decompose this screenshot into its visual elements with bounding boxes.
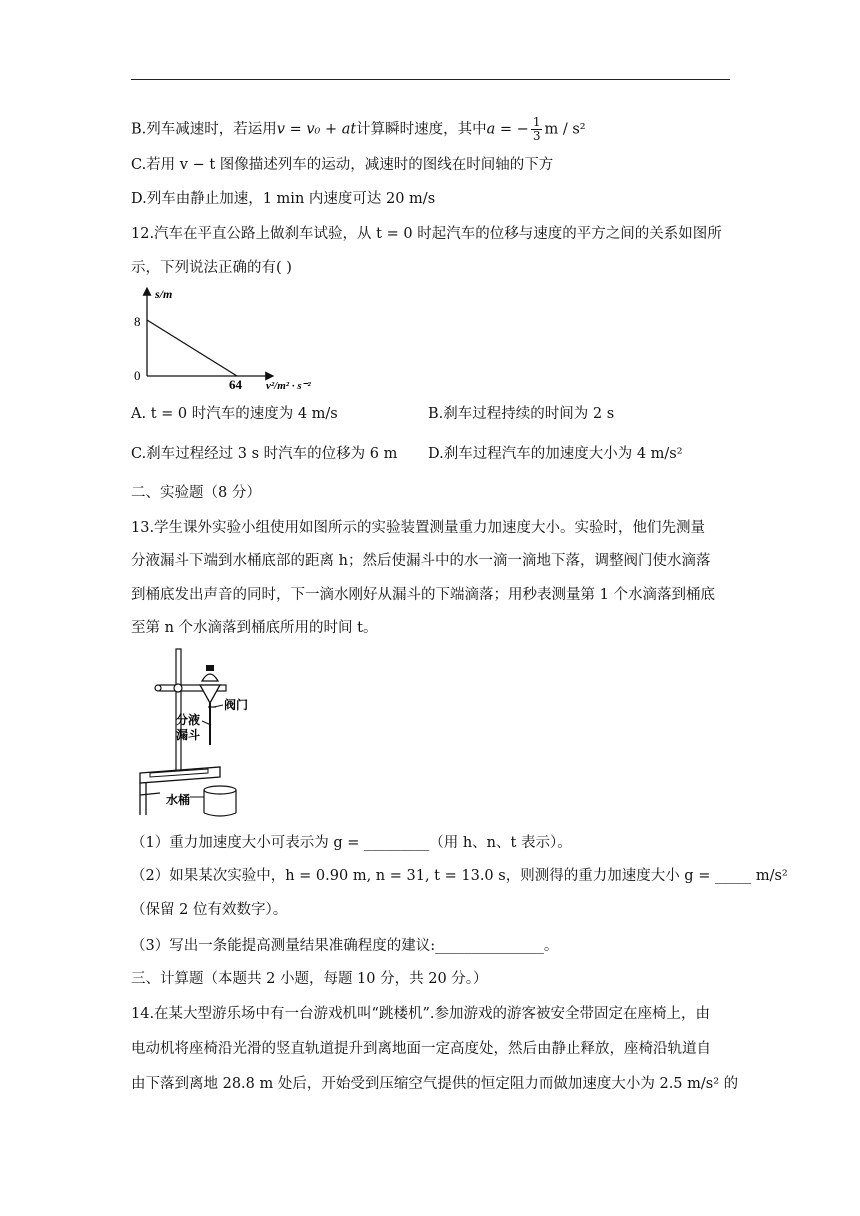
- q11-b-formula: v = v₀ + at: [276, 121, 357, 138]
- header-rule: [131, 79, 730, 80]
- fraction-denominator: 3: [532, 129, 541, 143]
- q14-line-2: 电动机将座椅沿光滑的竖直轨道提升到离地面一定高度处，然后由静止释放，座椅沿轨道自: [131, 1041, 711, 1057]
- q13-sub-2: （2）如果某次实验中，h = 0.90 m, n = 31, t = 13.0 s，则测得的重力加速度大小 g = _____ m/s²: [131, 868, 788, 884]
- q14-line-3: 由下落到离地 28.8 m 处后，开始受到压缩空气提供的恒定阻力而做加速度大小为 2.5 m/s² 的: [131, 1076, 739, 1092]
- q13-line-3: 到桶底发出声音的同时，下一滴水刚好从漏斗的下端滴落；用秒表测量第 1 个水滴落到桶底: [131, 587, 715, 603]
- q12-option-c: C.刹车过程经过 3 s 时汽车的位移为 6 m: [131, 446, 398, 462]
- q12-graph: [125, 282, 355, 394]
- y-axis-label: s/m: [155, 287, 173, 301]
- q13-sub-2b: （保留 2 位有效数字）。: [131, 902, 288, 918]
- bucket-label: 水桶: [166, 793, 191, 807]
- q13-line-4: 至第 n 个水滴落到桶底所用的时间 t。: [131, 620, 378, 636]
- x-tick-label: 64: [229, 377, 242, 392]
- q11-b-a: a = −: [486, 121, 529, 138]
- q11-option-d: D.列车由静止加速，1 min 内速度可达 20 m/s: [131, 191, 436, 207]
- section-2-heading: 二、实验题（8 分）: [131, 485, 261, 501]
- q12-option-a: A. t = 0 时汽车的速度为 4 m/s: [131, 406, 338, 422]
- q12-option-b: B.刹车过程持续的时间为 2 s: [428, 406, 615, 422]
- q13-line-1: 13.学生课外实验小组使用如图所示的实验装置测量重力加速度大小。实验时，他们先测量: [131, 520, 706, 536]
- q12-line-1: 12.汽车在平直公路上做刹车试验，从 t = 0 时起汽车的位移与速度的平方之间的关系如图所: [131, 226, 722, 242]
- q13-line-2: 分液漏斗下端到水桶底部的距离 h；然后使漏斗中的水一滴一滴地下落，调整阀门使水滴落: [131, 553, 711, 569]
- apparatus-figure: [130, 645, 280, 820]
- q13-sub-3: （3）写出一条能提高测量结果准确程度的建议:_______________。: [131, 938, 559, 954]
- q12-line-2: 示，下列说法正确的有( ): [131, 260, 292, 276]
- q14-line-1: 14.在某大型游乐场中有一台游戏机叫“跳楼机”.参加游戏的游客被安全带固定在座椅上，由: [131, 1006, 710, 1022]
- data-line: [147, 320, 237, 376]
- q11-option-b: [131, 116, 586, 143]
- q11-b-prefix: B.列车减速时，若运用: [131, 121, 277, 138]
- q11-b-fraction: [531, 116, 543, 143]
- valve-label: 阀门: [224, 698, 249, 712]
- funnel-label-2: 漏斗: [176, 728, 201, 742]
- fraction-numerator: 1: [532, 115, 541, 129]
- section-3-heading: 三、计算题（本题共 2 小题，每题 10 分，共 20 分。）: [131, 971, 488, 987]
- q11-b-unit: m / s²: [544, 121, 586, 138]
- origin-label: 0: [134, 368, 141, 383]
- x-axis-label: v²/m² · s⁻²: [266, 380, 311, 392]
- q12-option-d: D.刹车过程汽车的加速度大小为 4 m/s²: [428, 446, 683, 462]
- y-tick-label: 8: [134, 314, 141, 329]
- funnel-label-1: 分液: [176, 713, 201, 727]
- q11-b-mid: 计算瞬时速度，其中: [356, 121, 487, 138]
- q11-option-c: C.若用 v − t 图像描述列车的运动，减速时的图线在时间轴的下方: [131, 157, 554, 173]
- q13-sub-1: （1）重力加速度大小可表示为 g = _________（用 h、n、t 表示）。: [131, 835, 572, 851]
